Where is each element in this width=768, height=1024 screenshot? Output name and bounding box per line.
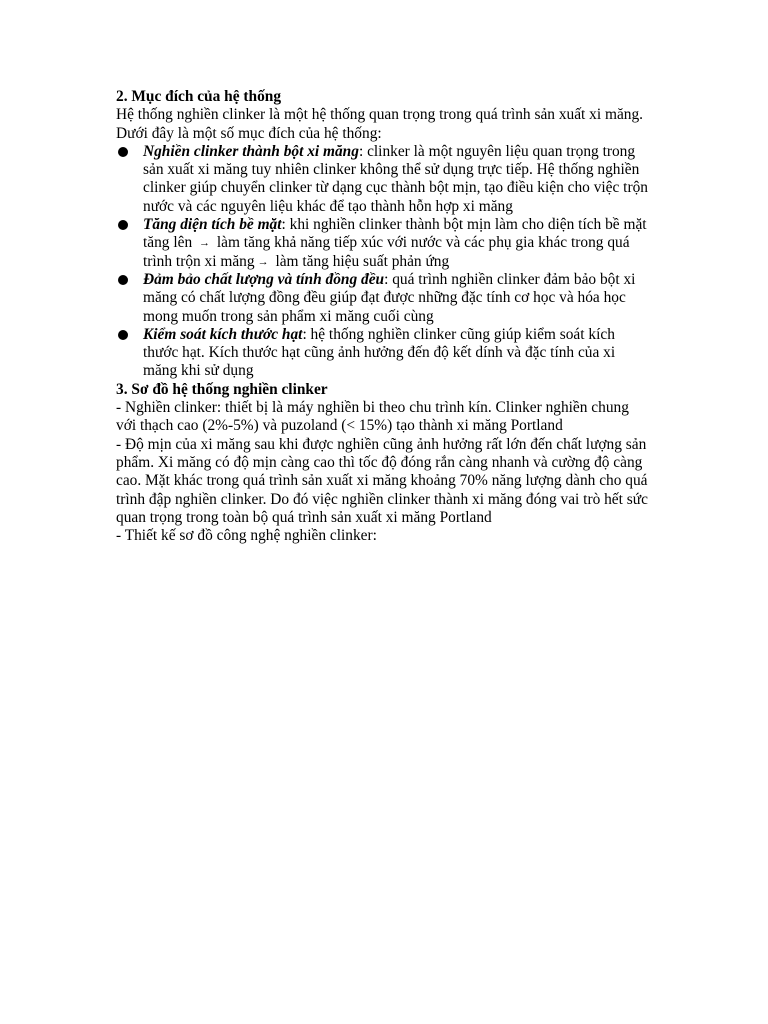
paragraph: - Thiết kế sơ đồ công nghệ nghiền clinker: [116, 527, 377, 545]
list-item-text: làm tăng khả năng tiếp xúc với nước và các phụ gia khác trong quá trình trộn xi măng [143, 234, 630, 270]
paragraph: - Độ mịn của xi măng sau khi được nghiền cũng ảnh hưởng rất lớn đến chất lượng sản phẩm. Xi măng có độ mịn càng cao thì tốc độ đóng rắn càng nhanh và cường độ càng cao. Mặt khác trong quá trình sản xuất xi măng khoảng 70% năng lượng dành cho quá trình đập nghiền clinker. Do đó việc nghiền clinker thành xi măng đóng vai trò hết sức quan trọng trong toàn bộ quá trình sản xuất xi măng Portland [116, 435, 648, 526]
list-item-term: Tăng diện tích bề mặt [143, 216, 282, 234]
list-item [116, 271, 650, 326]
section-3-heading: 3. Sơ đồ hệ thống nghiền clinker [116, 380, 328, 398]
document-body [116, 88, 650, 545]
list-item-term: Kiểm soát kích thước hạt [143, 325, 303, 343]
list-item-text: làm tăng hiệu suất phản ứng [275, 252, 450, 270]
list-item-text: : clinker là một nguyên liệu quan trọng trong sản xuất xi măng tuy nhiên clinker không thể sử dụng trực tiếp. Hệ thống nghiền clinker giúp chuyển clinker từ dạng cục thành bột mịn, tạo điều kiện cho việc trộn nước và các nguyên liệu khác để tạo thành hỗn hợp xi măng [143, 142, 648, 215]
bullet-icon [118, 275, 128, 285]
list-item-term: Nghiền clinker thành bột xi măng [143, 142, 359, 160]
list-item-text: : khi nghiền clinker thành bột mịn làm cho diện tích bề mặt tăng lên [143, 216, 647, 252]
bullet-icon [118, 147, 128, 157]
list-item [116, 143, 650, 216]
list-item-text: : hệ thống nghiền clinker cũng giúp kiểm soát kích thước hạt. Kích thước hạt cũng ảnh hưởng đến độ kết dính và đặc tính của xi măng khi sử dụng [143, 325, 616, 380]
bullet-icon [118, 330, 128, 340]
right-arrow-icon: → [257, 255, 269, 268]
purpose-list [116, 143, 650, 381]
paragraph: - Nghiền clinker: thiết bị là máy nghiền bi theo chu trình kín. Clinker nghiền chung với thạch cao (2%-5%) và puzoland (< 15%) tạo thành xi măng Portland [116, 399, 629, 435]
section-2-intro: Hệ thống nghiền clinker là một hệ thống quan trọng trong quá trình sản xuất xi măng. Dưới đây là một số mục đích của hệ thống: [116, 106, 644, 142]
list-item [116, 216, 650, 271]
list-item-term: Đảm bảo chất lượng và tính đồng đều [143, 270, 385, 288]
bullet-icon [118, 220, 128, 230]
list-item-text: : quá trình nghiền clinker đảm bảo bột xi măng có chất lượng đồng đều giúp đạt được những đặc tính cơ học và hóa học mong muốn trong sản phẩm xi măng cuối cùng [143, 270, 636, 325]
section-2-heading: 2. Mục đích của hệ thống [116, 88, 282, 105]
right-arrow-icon: → [199, 237, 211, 250]
list-item [116, 326, 650, 381]
